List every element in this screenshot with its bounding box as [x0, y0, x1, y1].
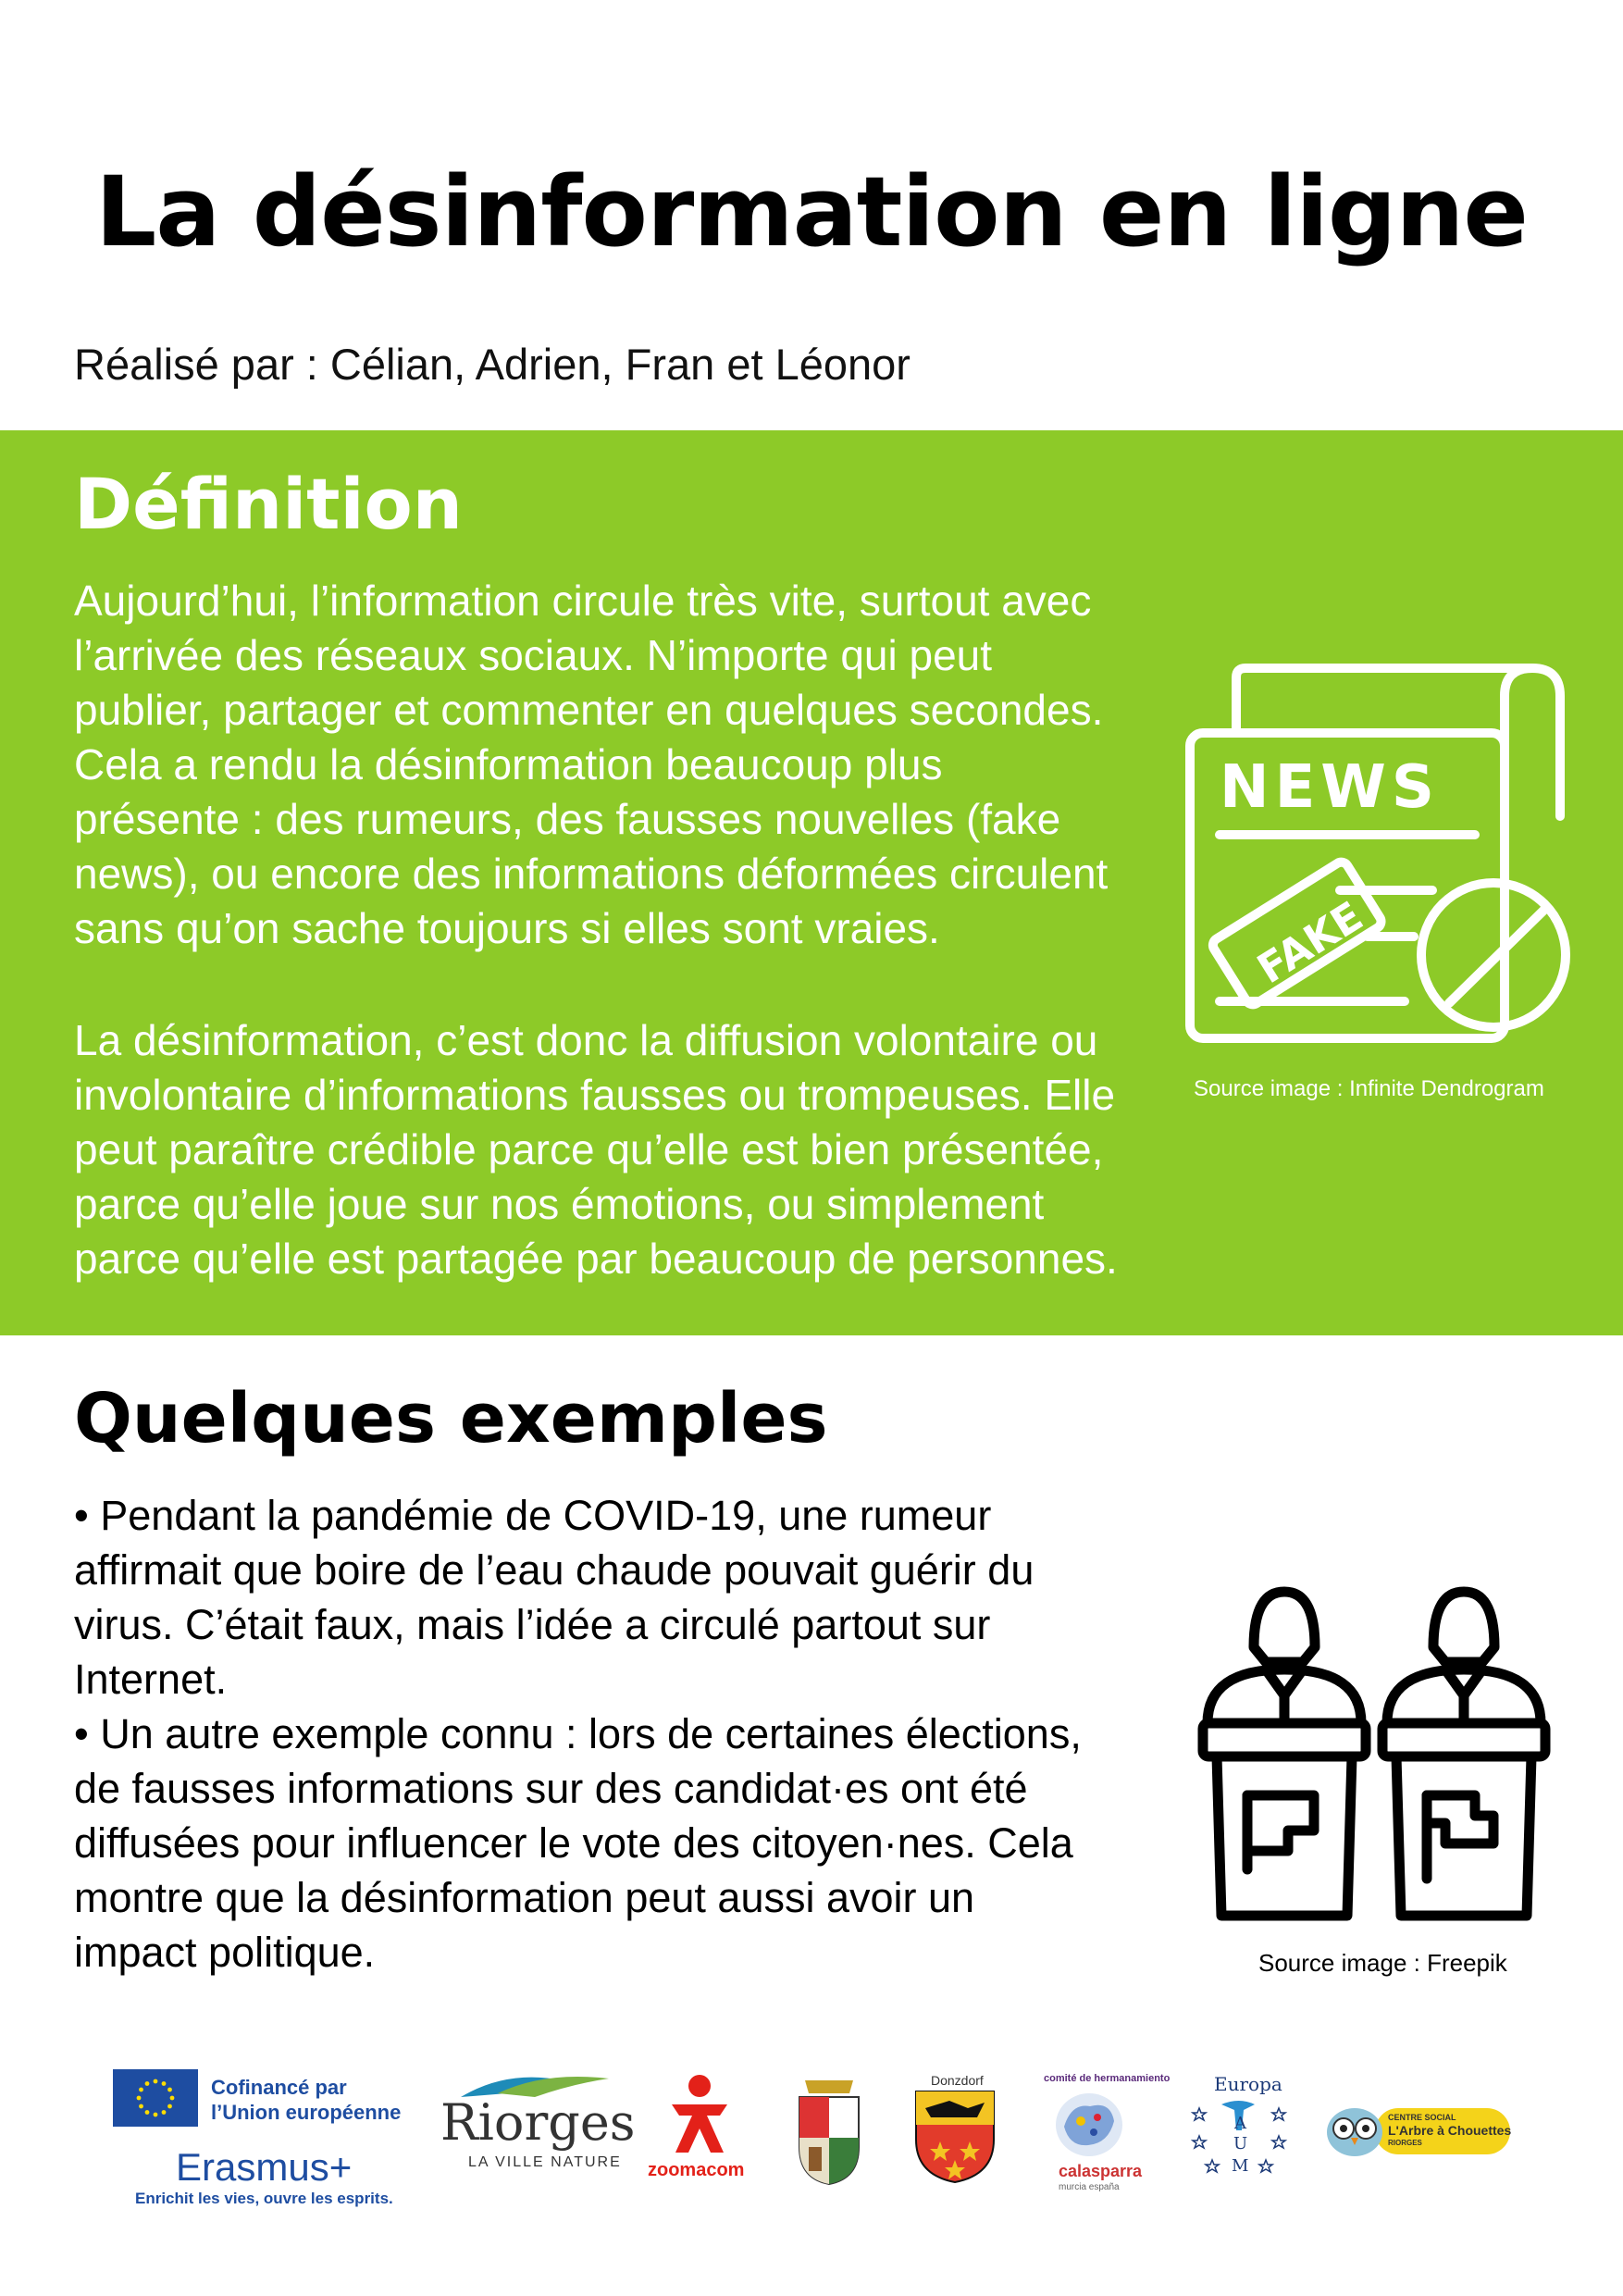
news-image-caption: Source image : Infinite Dendrogram	[1194, 1076, 1544, 1101]
debate-image-caption: Source image : Freepik	[1258, 1949, 1507, 1977]
europa-aum-logo	[1188, 2095, 1290, 2188]
owl-logo-line-2: L'Arbre à Chouettes	[1388, 2123, 1512, 2138]
examples-heading: Quelques exemples	[74, 1379, 828, 1458]
zoomacom-logo-text: zoomacom	[648, 2160, 745, 2180]
riorges-tagline: LA VILLE NATURE	[468, 2154, 622, 2170]
news-word: NEWS	[1220, 753, 1440, 822]
definition-paragraph-2: La désinformation, c’est donc la diffusion volontaire ou involontaire d’informations fausses ou trompeuses. Elle peut paraître crédible parce qu’elle est bien présentée, parce qu’elle joue sur nos émotions, ou simplement parce qu’elle est partagée par beaucoup de personnes.	[74, 1016, 1118, 1283]
definition-heading: Définition	[74, 463, 463, 545]
town-coat-of-arms-icon	[792, 2073, 866, 2188]
calasparra-map-icon	[1053, 2090, 1125, 2160]
owl-logo-line-1: CENTRE SOCIAL	[1388, 2113, 1456, 2122]
zoomacom-figure-icon	[666, 2073, 733, 2156]
donzdorf-label: Donzdorf	[931, 2073, 984, 2088]
examples-list	[74, 1488, 1184, 1980]
fake-news-icon	[1183, 659, 1571, 1048]
authors-line: Réalisé par : Célian, Adrien, Fran et Léonor	[74, 340, 911, 389]
europa-letter-a: A	[1234, 2114, 1246, 2133]
riorges-logo-text: Riorges	[440, 2093, 636, 2152]
eu-cofinance-text: Cofinancé par l’Union européenne	[211, 2076, 402, 2124]
example-item-covid: • Pendant la pandémie de COVID-19, une rumeur affirmait que boire de l’eau chaude pouvait guérir du virus. C’était faux, mais l’idée a circulé partout sur Internet.	[74, 1492, 1035, 1703]
example-item-elections: • Un autre exemple connu : lors de certaines élections, de fausses informations sur des candidat·es ont été diffusées pour influencer le vote des citoyen·nes. Cela montre que la désinformation peut aussi avoir un impact politique.	[74, 1710, 1082, 1976]
europa-label: Europa	[1214, 2073, 1282, 2095]
debate-podium-icon	[1194, 1573, 1555, 1934]
donzdorf-coat-of-arms-icon	[912, 2088, 997, 2184]
eu-flag-logo	[113, 2069, 198, 2127]
calasparra-committee-label: comité de hermanamiento	[1044, 2073, 1171, 2084]
owl-logo-line-3: RIORGES	[1388, 2139, 1422, 2147]
erasmus-logo-text: Erasmus+	[176, 2145, 353, 2189]
calasparra-logo-text: calasparra	[1059, 2162, 1143, 2180]
fake-word: FAKE	[1249, 892, 1371, 994]
definition-paragraph-1: Aujourd’hui, l’information circule très vite, surtout avec l’arrivée des réseaux sociaux. N’importe qui peut publier, partager et commenter en quelques secondes. Cela a rendu la désinformation beaucoup plus présente : des rumeurs, des fausses nouvelles (fake news), ou encore des informations déformées circulent sans qu’on sache toujours si elles sont vraies.	[74, 577, 1109, 952]
europa-letter-m: M	[1232, 2156, 1249, 2176]
erasmus-tagline: Enrichit les vies, ouvre les esprits.	[135, 2190, 393, 2207]
europa-letter-u: U	[1233, 2134, 1248, 2153]
calasparra-subtitle: murcia españa	[1059, 2182, 1120, 2192]
page-title: La désinformation en ligne	[95, 155, 1528, 268]
